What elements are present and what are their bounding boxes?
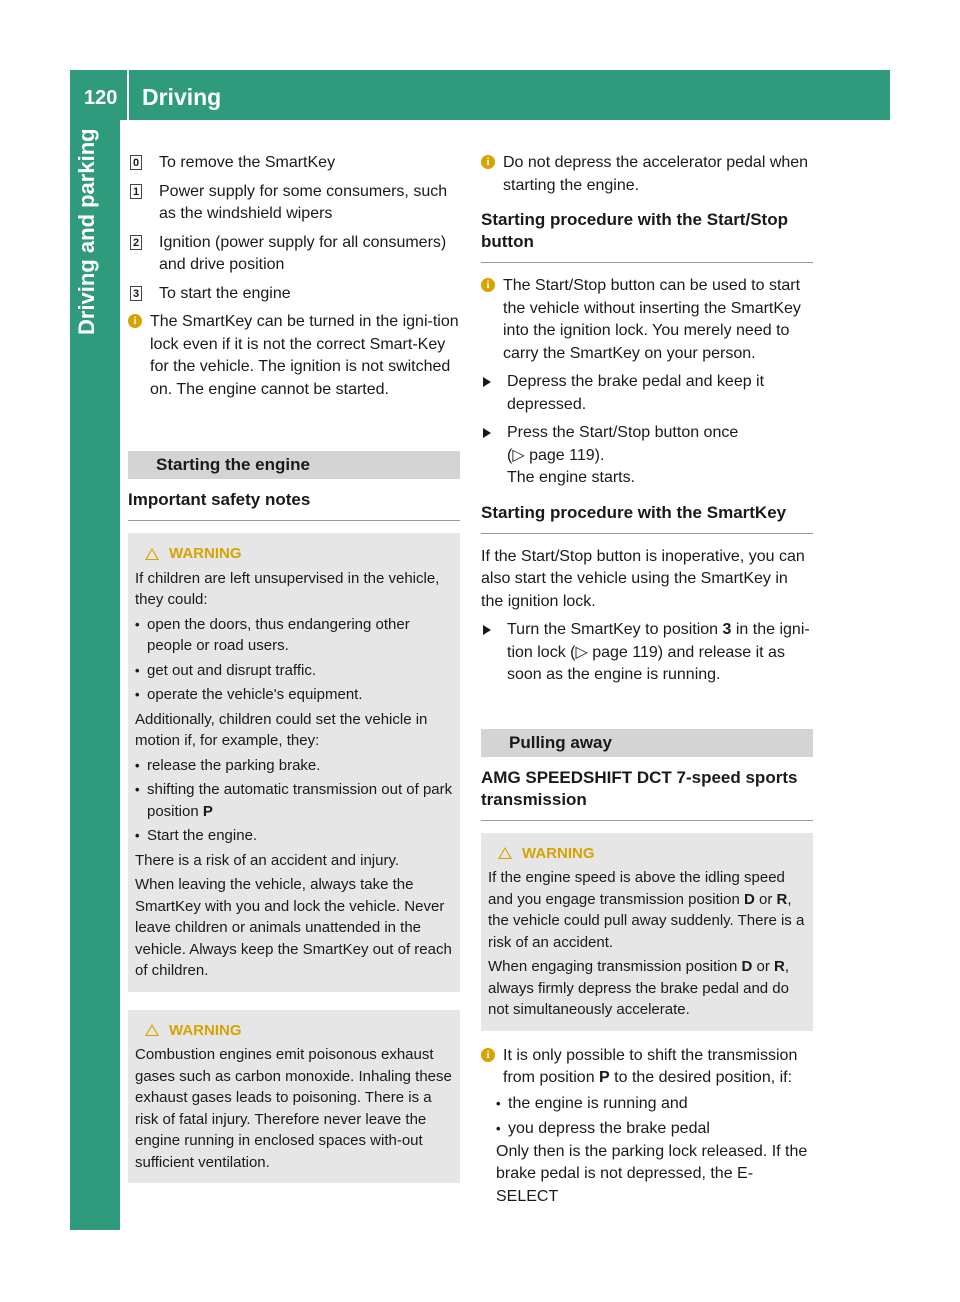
info-text: It is only possible to shift the transmission from position P to the desired position, if: xyxy=(503,1046,798,1086)
warning-box xyxy=(128,1010,460,1184)
key-position-text: To remove the SmartKey xyxy=(159,154,336,171)
info-icon: i xyxy=(481,1048,495,1062)
info-icon: i xyxy=(481,155,495,169)
right-column xyxy=(481,152,813,1208)
body-text: If the Start/Stop button is inoperative, you can also start the vehicle using the SmartKey in the ignition lock. xyxy=(481,547,805,610)
step-arrow-icon xyxy=(483,377,501,387)
key-position-text: To start the engine xyxy=(159,284,291,302)
info-note xyxy=(128,311,460,401)
left-column xyxy=(128,152,460,1183)
key-position-item xyxy=(128,181,460,226)
step-arrow-icon xyxy=(483,625,501,635)
side-tab-label: Driving and parking xyxy=(74,128,99,335)
key-position-item xyxy=(128,232,460,277)
instruction-step xyxy=(481,619,813,687)
park-position-label: P xyxy=(202,802,213,820)
bullet-text: you depress the brake pedal xyxy=(508,1120,710,1137)
bullet-item: • open the doors, thus endangering other people or road users. xyxy=(135,614,453,657)
bullet-text: the engine is running and xyxy=(508,1094,688,1112)
key-position-item xyxy=(128,152,460,175)
bullet-item: • the engine is running and xyxy=(496,1093,813,1116)
warning-title xyxy=(135,543,453,565)
instruction-step xyxy=(481,371,813,416)
bullet-item: • you depress the brake pedal xyxy=(496,1118,813,1141)
bullet-text: get out and disrupt traffic. xyxy=(147,661,316,679)
warning-box xyxy=(128,533,460,992)
key-position-3-icon: 3 xyxy=(130,286,142,301)
warning-label: WARNING xyxy=(169,545,242,562)
warning-text: When leaving the vehicle, always take the SmartKey with you and lock the vehicle. Never leave children or animals unattended in the vehicle. Always keep the SmartKey out of reach of children. xyxy=(135,876,452,979)
warning-text: When engaging transmission position D or R, always firmly depress the brake pedal and do not simultaneously accelerate. xyxy=(488,958,790,1018)
warning-text: If the engine speed is above the idling speed and you engage transmission position D or R, the vehicle could pull away suddenly. There is a risk of an accident. xyxy=(488,869,805,951)
step-result: The engine starts. xyxy=(507,469,636,486)
warning-label: WARNING xyxy=(522,844,595,862)
section-heading: Starting the engine xyxy=(128,451,460,479)
page-reference: (▷ page 119). xyxy=(507,446,605,464)
subheading: Important safety notes xyxy=(128,479,460,521)
info-icon: i xyxy=(128,314,142,328)
bullet-item: • get out and disrupt traffic. xyxy=(135,660,453,682)
key-position-text: Power supply for some consumers, such as the windshield wipers xyxy=(159,182,448,222)
warning-title xyxy=(488,843,806,865)
warning-text: If children are left unsupervised in the vehicle, they could: xyxy=(135,569,440,608)
key-position-1-icon: 1 xyxy=(130,184,142,199)
info-text: The Start/Stop button can be used to start the vehicle without inserting the SmartKey into the ignition lock. You merely need to carry the SmartKey on your person. xyxy=(503,277,801,362)
body-text: Only then is the parking lock released. If the brake pedal is not depressed, the E-SELECT xyxy=(496,1142,808,1205)
section-heading: Pulling away xyxy=(481,729,813,757)
key-position-0-icon: 0 xyxy=(130,155,142,170)
warning-triangle-icon xyxy=(498,847,512,859)
bullet-item: • Start the engine. xyxy=(135,825,453,847)
info-text: Do not depress the accelerator pedal when starting the engine. xyxy=(503,154,809,194)
warning-box xyxy=(481,833,813,1031)
warning-triangle-icon xyxy=(145,1024,159,1036)
bullet-item: • release the parking brake. xyxy=(135,755,453,777)
bullet-text: shifting the automatic transmission out of park position xyxy=(147,781,453,820)
step-text: Turn the SmartKey to position 3 in the igni-tion lock (▷ page 119) and release it as soon as the engine is running. xyxy=(507,621,810,683)
bullet-text: release the parking brake. xyxy=(147,756,321,774)
warning-title xyxy=(135,1020,453,1042)
bullet-item: • operate the vehicle's equipment. xyxy=(135,684,453,706)
step-arrow-icon xyxy=(483,428,501,438)
warning-label: WARNING xyxy=(169,1021,242,1039)
bullet-item: • shifting the automatic transmission out of park position P xyxy=(135,781,453,820)
step-text: Depress the brake pedal and keep it depressed. xyxy=(507,373,765,413)
key-position-2-icon: 2 xyxy=(130,235,142,250)
instruction-step xyxy=(481,422,813,490)
bullet-text: operate the vehicle's equipment. xyxy=(147,686,363,703)
info-note xyxy=(481,275,813,365)
info-text: The SmartKey can be turned in the igni-tion lock even if it is not the correct Smart-Key for the vehicle. The ignition is not switched on. The engine cannot be started. xyxy=(150,313,459,398)
header-divider xyxy=(127,70,129,120)
key-position-item xyxy=(128,283,460,306)
info-note xyxy=(481,152,813,197)
warning-text: Additionally, children could set the vehicle in motion if, for example, they: xyxy=(135,710,428,749)
step-text: Press the Start/Stop button once xyxy=(507,424,739,441)
subheading: AMG SPEEDSHIFT DCT 7-speed sports transmission xyxy=(481,757,813,821)
subheading: Starting procedure with the SmartKey xyxy=(481,490,813,534)
warning-text: There is a risk of an accident and injury. xyxy=(135,851,400,869)
warning-triangle-icon xyxy=(145,548,159,560)
key-position-text: Ignition (power supply for all consumers) and drive position xyxy=(159,233,447,273)
subheading: Starting procedure with the Start/Stop button xyxy=(481,197,813,263)
info-note xyxy=(481,1045,813,1090)
chapter-title: Driving xyxy=(142,84,222,110)
side-tab xyxy=(70,120,120,1230)
page-number: 120 xyxy=(84,87,118,109)
bullet-text: open the doors, thus endangering other people or road users. xyxy=(147,615,410,654)
info-icon: i xyxy=(481,278,495,292)
warning-text: Combustion engines emit poisonous exhaust gases such as carbon monoxide. Inhaling these exhaust gases leads to poisoning. There is a risk of fatal injury. Therefore never leave the engine running in enclosed spaces with-out sufficient ventilation. xyxy=(135,1046,452,1171)
page-header xyxy=(70,70,890,120)
bullet-text: Start the engine. xyxy=(147,827,258,844)
